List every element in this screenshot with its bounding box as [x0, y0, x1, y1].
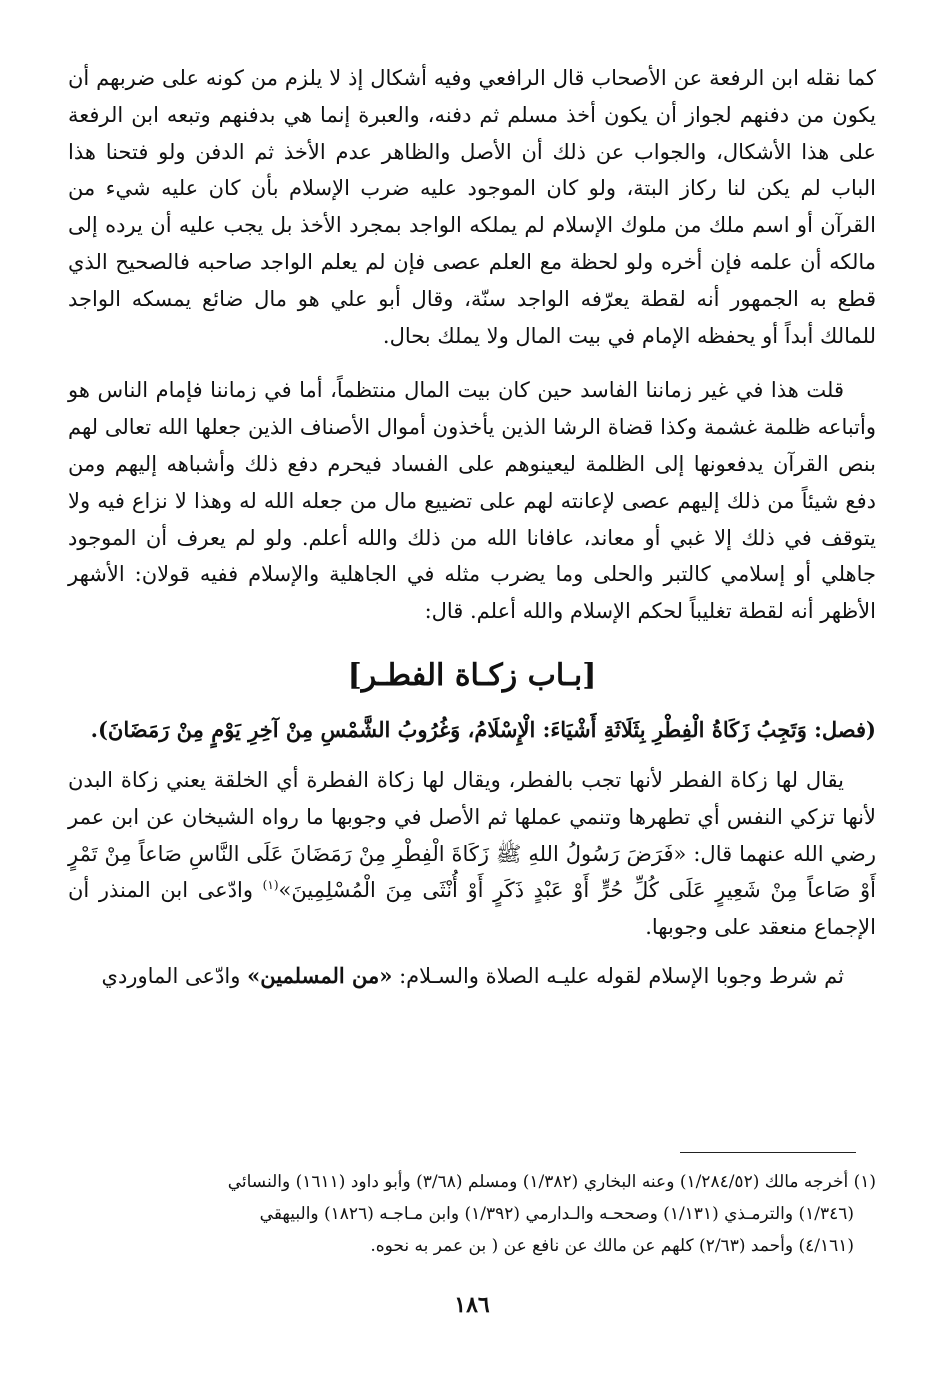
paragraph-3-end: وادّعى ابن المنذر أن الإجماع منعقد على وجوبها. [68, 878, 876, 940]
footnote-line-3: (٤/١٦١) وأحمد (٢/٦٣) كلهم عن مالك عن نافع عن ( بن عمر به نحوه. [370, 1236, 854, 1256]
footnotes [68, 1166, 876, 1262]
footnote-line-1: (١) أخرجه مالك (١/٢٨٤/٥٢) وعنه البخاري (١/٣٨٢) ومسلم (٣/٦٨) وأبو داود (١٦١١) والنسائي [227, 1172, 876, 1192]
fasl-heading [68, 712, 876, 748]
footnote-reference[interactable]: (١) [262, 878, 279, 893]
paragraph-3-intro: يقال لها زكاة الفطر لأنها تجب بالفطر، ويقال لها زكاة الفطرة أي الخلقة يعني زكاة البدن لأنها تزكي النفس أي تطهرها وتنمي عملها ثم الأصل في وجوبها ما رواه الشيخان عن ابن عمر رضي الله عنهما قال: [68, 767, 877, 866]
page-body [68, 60, 876, 995]
paragraph-4-intro: ثم شرط وجوبا الإسلام لقوله عليـه الصلاة والسـلام: [392, 963, 844, 988]
paragraph-3 [68, 762, 876, 946]
paragraph-1: كما نقله ابن الرفعة عن الأصحاب قال الرافعي وفيه أشكال إذ لا يلزم من كونه على ضربهم أن يكون من دفنهم لجواز أن يكون أخذ مسلم ثم دفنه، والعبرة إنما هي بدفنهم وتبعه ابن الرفعة على هذا الأشكال، والجواب عن ذلك أن الأصل والظاهر عدم الأخذ ثم الدفن ولو فتحنا هذا الباب لم يكن لنا ركاز البتة، ولو كان الموجود عليه ضرب الإسلام بأن كان عليه شيء من القرآن أو اسم ملك من ملوك الإسلام لم يملكه الواجد بمجرد الأخذ بل يجب عليه أن يرده إلى مالكه أن علمه فإن أخره ولو لحظة مع العلم عصى فإن لم يعلم الواجد صاحبه فالصحيح الذي قطع به الجمهور أنه لقطة يعرّفه الواجد سنّة، وقال أبو علي هو مال ضائع يمسكه الواجد للمالك أبداً أو يحفظه الإمام في بيت المال ولا يملك بحال. [68, 66, 876, 348]
paragraph-2: قلت هذا في غير زماننا الفاسد حين كان بيت المال منتظماً، أما في زماننا فإمام الناس هو وأتباعه ظلمة غشمة وكذا قضاة الرشا الذين يأخذون أموال الأصناف الذين جعلها الله تعالى لهم بنص القرآن يدفعونها إلى الظلمة ليعينوهم على الفساد فيحرم دفع ذلك وأشباهه إليهم ومن دفع شيئاً من ذلك إليهم عصى لإعانته لهم على تضييع مال من جعله الله له وهذا لا نزاع فيه ولا يتوقف في ذلك إلا غبي أو معاند، عافانا الله من ذلك والله أعلم. ولو لم يعرف أن الموجود جاهلي أو إسلامي كالتبر والحلى وما يضرب مثله في الجاهلية والإسلام ففيه قولان: الأشهر الأظهر أنه لقطة تغليباً لحكم الإسلام والله أعلم. قال: [68, 378, 876, 624]
fasl-text: وَتَجِبُ زَكَاةُ الْفِطْرِ بِثَلَاثَةِ أَشْيَاءَ: الْإِسْلَامُ، وَغُرُوبُ الشَّمْسِ مِنْ آخِرِ يَوْمٍ مِنْ رَمَضَانَ [107, 716, 807, 742]
paragraph-4-bold: «من المسلمين» [247, 962, 393, 988]
hadith-quote: «فَرَضَ رَسُولُ اللهِ ﷺ زَكَاةَ الْفِطْرِ مِنْ رَمَضَانَ عَلَى النَّاسِ صَاعاً مِنْ تَمْرٍ أَوْ صَاعاً مِنْ شَعِيرٍ عَلَى كُلِّ حُرٍّ أَوْ عَبْدٍ ذَكَرٍ أَوْ أُنْثَى مِنَ الْمُسْلِمِينَ» [68, 841, 877, 903]
page-number: ١٨٦ [454, 1292, 490, 1318]
footnote-line-2: (١/٣٤٦) والترمـذي (١/١٣١) وصححـه والـدارمي (١/٣٩٢) وابن مـاجـه (١٨٢٦) والبيهقي [259, 1204, 854, 1224]
paragraph-4-end: وادّعى الماوردي [101, 963, 248, 988]
section-title: [بـاب زكـاة الفطـر] [347, 657, 597, 693]
footnote-divider [680, 1152, 856, 1153]
fasl-label: (فصل: [806, 716, 876, 742]
paragraph-4 [68, 958, 876, 995]
fasl-close: ). [90, 716, 108, 742]
